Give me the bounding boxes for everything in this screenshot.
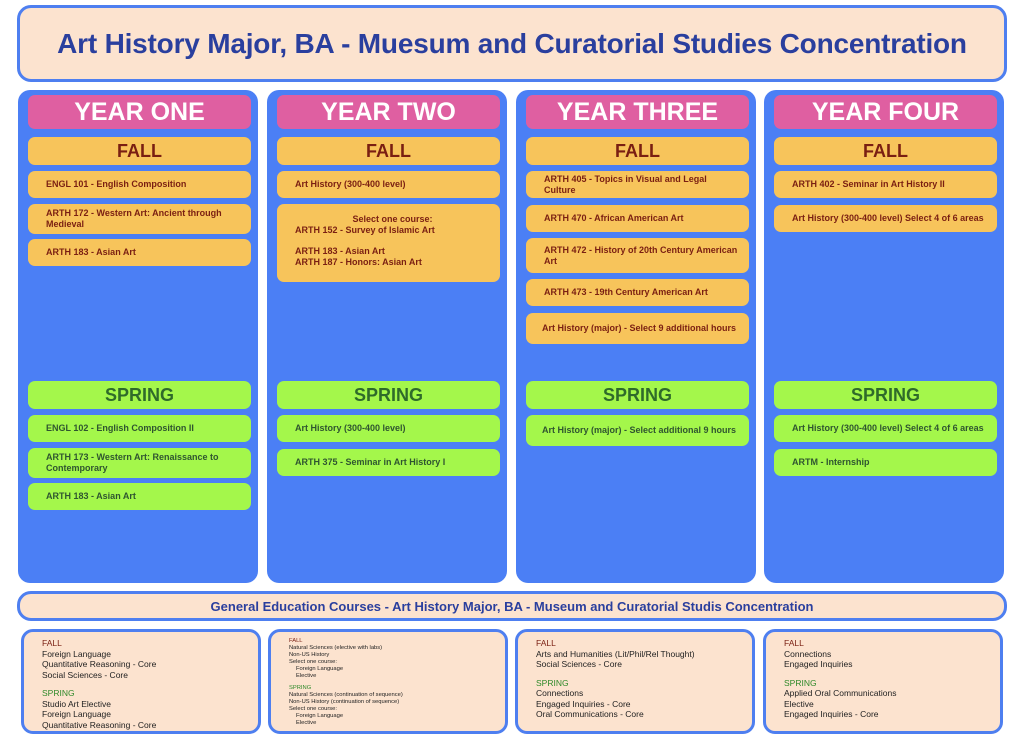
- page-title-banner: [17, 5, 1007, 82]
- course-card: Art History (300-400 level): [277, 171, 500, 198]
- year-three-fall-header: FALL: [526, 137, 749, 165]
- list-item: Quantitative Reasoning - Core: [42, 719, 157, 730]
- year-four-column: [764, 90, 1004, 583]
- course-card: ARTM - Internship: [774, 449, 997, 476]
- list-item: Social Sciences - Core: [536, 659, 622, 669]
- list-item: Non-US History: [289, 652, 330, 658]
- list-item: Studio Art Elective: [42, 698, 111, 709]
- list-item: Select one course:: [289, 706, 338, 712]
- gen-ed-fall-label: FALL: [536, 638, 556, 648]
- course-card: ARTH 183 - Asian Art: [28, 239, 251, 266]
- year-two-spring-header: SPRING: [277, 381, 500, 409]
- gen-ed-spring-label: SPRING: [42, 688, 75, 698]
- list-item: Connections: [784, 648, 832, 659]
- list-item: Engaged Inquiries - Core: [784, 709, 879, 719]
- list-item: Natural Sciences (continuation of sequence): [289, 692, 403, 698]
- gen-ed-spring-label: SPRING: [784, 677, 817, 688]
- list-item: Social Sciences - Core: [42, 669, 128, 680]
- gen-ed-year-four-box: [763, 629, 1003, 734]
- year-two-header: YEAR TWO: [277, 95, 500, 129]
- year-four-header: YEAR FOUR: [774, 95, 997, 129]
- year-four-fall-header: FALL: [774, 137, 997, 165]
- gen-ed-spring-label: SPRING: [536, 677, 569, 688]
- list-item: Elective: [296, 720, 317, 726]
- list-item: Foreign Language: [296, 666, 344, 672]
- course-card: ARTH 473 - 19th Century American Art: [526, 279, 749, 306]
- year-three-header: YEAR THREE: [526, 95, 749, 129]
- list-item: Arts and Humanities (Lit/Phil/Rel Thought): [536, 648, 695, 659]
- course-card: Art History (300-400 level) Select 4 of 6 areas: [774, 415, 997, 442]
- list-item: Non-US History (continuation of sequence): [289, 699, 400, 705]
- list-item: Foreign Language: [42, 648, 112, 659]
- year-two-column: [267, 90, 507, 583]
- year-one-column: [18, 90, 258, 583]
- gen-ed-year-three-box: [515, 629, 755, 734]
- gen-ed-year-one-box: [21, 629, 261, 734]
- course-card: ENGL 101 - English Composition: [28, 171, 251, 198]
- year-three-spring-header: SPRING: [526, 381, 749, 409]
- list-item: Elective: [296, 673, 317, 679]
- course-card: Art History (major) - Select 9 additional hours: [526, 313, 749, 344]
- page-title: Art History Major, BA - Muesum and Curatorial Studies Concentration: [57, 27, 967, 59]
- list-item: Connections: [536, 688, 584, 698]
- course-card: Art History (300-400 level): [277, 415, 500, 442]
- course-card: ARTH 470 - African American Art: [526, 205, 749, 232]
- course-card: Art History (major) - Select additional 9 hours: [526, 415, 749, 446]
- list-item: Applied Oral Communications: [784, 688, 897, 698]
- gen-ed-fall-label: FALL: [289, 638, 303, 644]
- year-one-spring-header: SPRING: [28, 381, 251, 409]
- course-choice-card: Select one course: ARTH 152 - Survey of Islamic Art ARTH 183 - Asian Art ARTH 187 - Honors: Asian Art: [277, 204, 500, 282]
- course-card: ARTH 402 - Seminar in Art History II: [774, 171, 997, 198]
- list-item: Elective: [784, 698, 814, 709]
- course-card: ARTH 173 - Western Art: Renaissance to Contemporary: [28, 448, 251, 478]
- course-card: ENGL 102 - English Composition II: [28, 415, 251, 442]
- course-card: ARTH 172 - Western Art: Ancient through Medieval: [28, 204, 251, 234]
- list-item: Foreign Language: [42, 709, 112, 719]
- course-card: Art History (300-400 level) Select 4 of 6 areas: [774, 205, 997, 232]
- year-four-spring-header: SPRING: [774, 381, 997, 409]
- gen-ed-fall-label: FALL: [784, 638, 804, 648]
- course-card: ARTH 183 - Asian Art: [28, 483, 251, 510]
- gen-ed-year-two-box: [268, 629, 508, 734]
- list-item: Natural Sciences (elective with labs): [289, 645, 383, 651]
- list-item: Select one course:: [289, 659, 338, 665]
- gen-ed-spring-label: SPRING: [289, 685, 312, 691]
- list-item: Foreign Language: [296, 713, 344, 719]
- gen-ed-banner: [17, 591, 1007, 621]
- list-item: Oral Communications - Core: [536, 709, 644, 719]
- list-item: Engaged Inquiries - Core: [536, 698, 631, 709]
- gen-ed-fall-label: FALL: [42, 638, 62, 648]
- gen-ed-title: General Education Courses - Art History Major, BA - Museum and Curatorial Studis Concentration: [210, 598, 814, 614]
- year-three-column: [516, 90, 756, 583]
- list-item: Engaged Inquiries: [784, 659, 853, 669]
- year-two-fall-header: FALL: [277, 137, 500, 165]
- list-item: Quantitative Reasoning - Core: [42, 659, 157, 669]
- course-card: ARTH 405 - Topics in Visual and Legal Culture: [526, 171, 749, 198]
- course-card: ARTH 375 - Seminar in Art History I: [277, 449, 500, 476]
- year-one-fall-header: FALL: [28, 137, 251, 165]
- year-one-header: YEAR ONE: [28, 95, 251, 129]
- course-card: ARTH 472 - History of 20th Century American Art: [526, 238, 749, 273]
